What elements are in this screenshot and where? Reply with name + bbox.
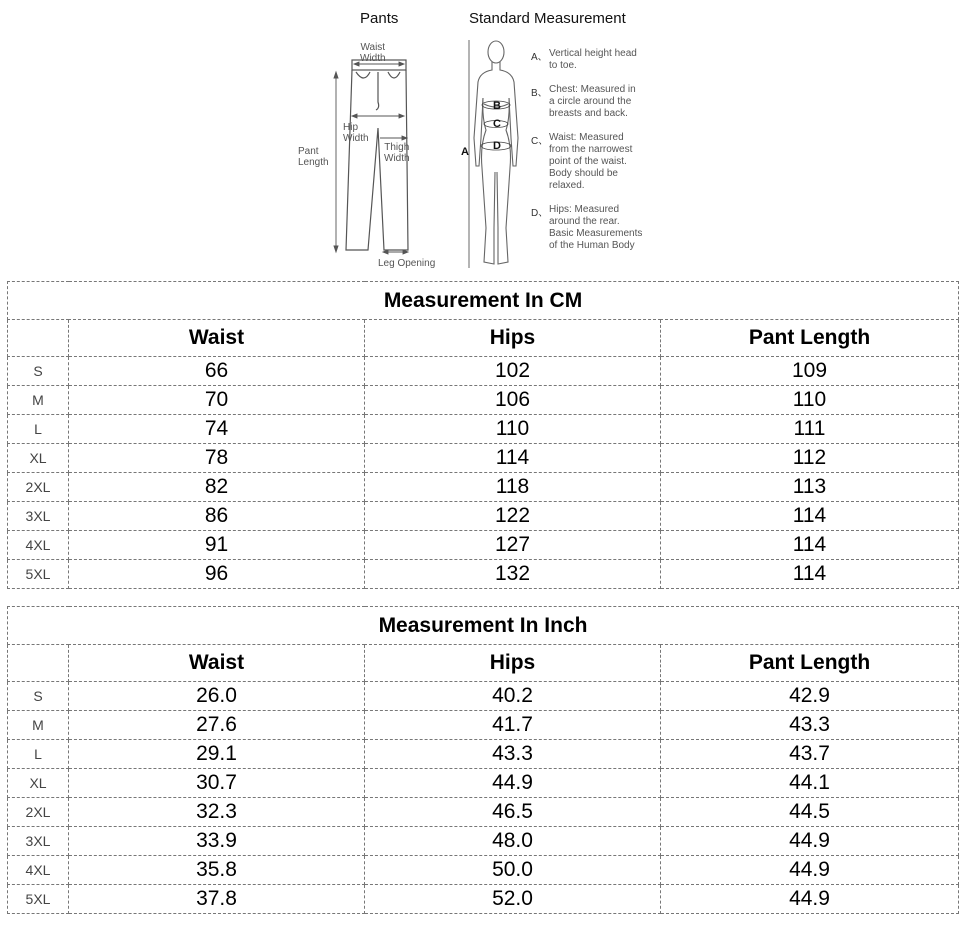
waist-cell: 26.0: [69, 682, 365, 711]
header-size: [8, 645, 69, 682]
table-body: [8, 682, 959, 914]
table-row: [8, 769, 959, 798]
legend-letter-d: D、: [531, 208, 549, 219]
legend-line: point of the waist.: [549, 156, 627, 167]
waist-width-label-line: Width: [360, 53, 386, 64]
hips-cell: 50.0: [365, 856, 661, 885]
table-row: [8, 473, 959, 502]
pant-length-cell: 109: [661, 357, 959, 386]
size-cell: 3XL: [8, 502, 69, 531]
thigh-width-label-line: Thigh: [384, 142, 410, 153]
hips-cell: 43.3: [365, 740, 661, 769]
legend-text-d: [549, 204, 669, 252]
hip-width-label: [343, 122, 369, 144]
hips-cell: 110: [365, 415, 661, 444]
hips-cell: 122: [365, 502, 661, 531]
pant-length-label-line: Pant: [298, 146, 319, 157]
waist-cell: 91: [69, 531, 365, 560]
legend-text-a: [549, 48, 669, 72]
pant-length-cell: 44.9: [661, 856, 959, 885]
waist-cell: 35.8: [69, 856, 365, 885]
table-row: [8, 560, 959, 589]
table-row: [8, 711, 959, 740]
table-title: Measurement In CM: [8, 282, 959, 320]
figure-letter-b: B: [493, 100, 501, 112]
pant-length-cell: 114: [661, 531, 959, 560]
table-row: [8, 798, 959, 827]
measurement-table-cm: [7, 281, 959, 589]
table-row: [8, 827, 959, 856]
pant-length-cell: 111: [661, 415, 959, 444]
waist-width-label: [360, 42, 386, 64]
table-row: [8, 502, 959, 531]
table-title-row: [8, 607, 959, 645]
size-cell: XL: [8, 769, 69, 798]
table-row: [8, 531, 959, 560]
legend-line: around the rear.: [549, 216, 620, 227]
size-cell: S: [8, 357, 69, 386]
legend-line: Body should be: [549, 168, 618, 179]
table-header-row: [8, 645, 959, 682]
size-cell: M: [8, 711, 69, 740]
header-pant-length: Pant Length: [661, 645, 959, 682]
pants-title: Pants: [360, 10, 399, 27]
legend-line: a circle around the: [549, 96, 632, 107]
header-pant-length: Pant Length: [661, 320, 959, 357]
size-cell: 5XL: [8, 560, 69, 589]
table-row: [8, 357, 959, 386]
waist-cell: 29.1: [69, 740, 365, 769]
body-figure-illustration: [466, 38, 526, 274]
hip-width-label-line: Width: [343, 133, 369, 144]
pant-length-cell: 114: [661, 560, 959, 589]
legend-letter-a: A、: [531, 52, 548, 63]
figure-letter-d: D: [493, 140, 501, 152]
standard-measurement-title: Standard Measurement: [469, 10, 626, 27]
leg-opening-label: Leg Opening: [378, 258, 436, 269]
legend-text-c: [549, 132, 669, 192]
waist-cell: 82: [69, 473, 365, 502]
table-row: [8, 444, 959, 473]
pant-length-cell: 43.7: [661, 740, 959, 769]
legend-line: Waist: Measured: [549, 132, 624, 143]
hip-width-label-line: Hip: [343, 122, 359, 133]
size-cell: 5XL: [8, 885, 69, 914]
pant-length-cell: 113: [661, 473, 959, 502]
thigh-width-label: [384, 142, 410, 164]
hips-cell: 106: [365, 386, 661, 415]
pant-length-cell: 114: [661, 502, 959, 531]
measurement-table-inch: [7, 606, 959, 914]
hips-cell: 52.0: [365, 885, 661, 914]
hips-cell: 40.2: [365, 682, 661, 711]
size-cell: 2XL: [8, 798, 69, 827]
pant-length-cell: 43.3: [661, 711, 959, 740]
pant-length-cell: 44.5: [661, 798, 959, 827]
hips-cell: 41.7: [365, 711, 661, 740]
hips-cell: 102: [365, 357, 661, 386]
size-cell: 4XL: [8, 531, 69, 560]
header-hips: Hips: [365, 645, 661, 682]
size-cell: S: [8, 682, 69, 711]
waist-cell: 33.9: [69, 827, 365, 856]
hips-cell: 48.0: [365, 827, 661, 856]
header-waist: Waist: [69, 320, 365, 357]
size-cell: 4XL: [8, 856, 69, 885]
waist-cell: 74: [69, 415, 365, 444]
hips-cell: 127: [365, 531, 661, 560]
size-cell: 3XL: [8, 827, 69, 856]
measurement-diagram: [0, 0, 962, 280]
table-title-row: [8, 282, 959, 320]
hips-cell: 114: [365, 444, 661, 473]
waist-cell: 32.3: [69, 798, 365, 827]
waist-cell: 86: [69, 502, 365, 531]
hips-cell: 44.9: [365, 769, 661, 798]
pant-length-cell: 110: [661, 386, 959, 415]
waist-cell: 30.7: [69, 769, 365, 798]
table-row: [8, 856, 959, 885]
waist-cell: 27.6: [69, 711, 365, 740]
size-cell: XL: [8, 444, 69, 473]
figure-letter-c: C: [493, 118, 501, 130]
size-cell: L: [8, 740, 69, 769]
legend-line: relaxed.: [549, 180, 585, 191]
size-cell: 2XL: [8, 473, 69, 502]
legend-line: Vertical height head: [549, 48, 637, 59]
size-cell: M: [8, 386, 69, 415]
table-row: [8, 885, 959, 914]
pant-length-label: [298, 146, 329, 168]
waist-width-label-line: Waist: [360, 42, 386, 53]
waist-cell: 66: [69, 357, 365, 386]
waist-cell: 78: [69, 444, 365, 473]
waist-cell: 96: [69, 560, 365, 589]
pant-length-cell: 44.9: [661, 827, 959, 856]
table-title: Measurement In Inch: [8, 607, 959, 645]
table-row: [8, 682, 959, 711]
header-waist: Waist: [69, 645, 365, 682]
pant-length-cell: 112: [661, 444, 959, 473]
table-row: [8, 386, 959, 415]
header-size: [8, 320, 69, 357]
size-cell: L: [8, 415, 69, 444]
legend-line: Basic Measurements: [549, 228, 643, 239]
thigh-width-label-line: Width: [384, 153, 410, 164]
legend-letter-c: C、: [531, 136, 549, 147]
legend-line: from the narrowest: [549, 144, 633, 155]
legend-line: of the Human Body: [549, 240, 635, 251]
legend-text-b: [549, 84, 669, 120]
legend-letter-b: B、: [531, 88, 548, 99]
hips-cell: 46.5: [365, 798, 661, 827]
pant-length-cell: 44.9: [661, 885, 959, 914]
table-row: [8, 415, 959, 444]
table-body: [8, 357, 959, 589]
figure-letter-a: A: [461, 146, 469, 158]
pant-length-label-line: Length: [298, 157, 329, 168]
pant-length-cell: 44.1: [661, 769, 959, 798]
table-row: [8, 740, 959, 769]
pant-length-cell: 42.9: [661, 682, 959, 711]
legend-line: breasts and back.: [549, 108, 628, 119]
hips-cell: 118: [365, 473, 661, 502]
waist-cell: 70: [69, 386, 365, 415]
legend-line: to toe.: [549, 60, 577, 71]
hips-cell: 132: [365, 560, 661, 589]
legend-line: Chest: Measured in: [549, 84, 636, 95]
waist-cell: 37.8: [69, 885, 365, 914]
table-header-row: [8, 320, 959, 357]
header-hips: Hips: [365, 320, 661, 357]
legend-line: Hips: Measured: [549, 204, 620, 215]
